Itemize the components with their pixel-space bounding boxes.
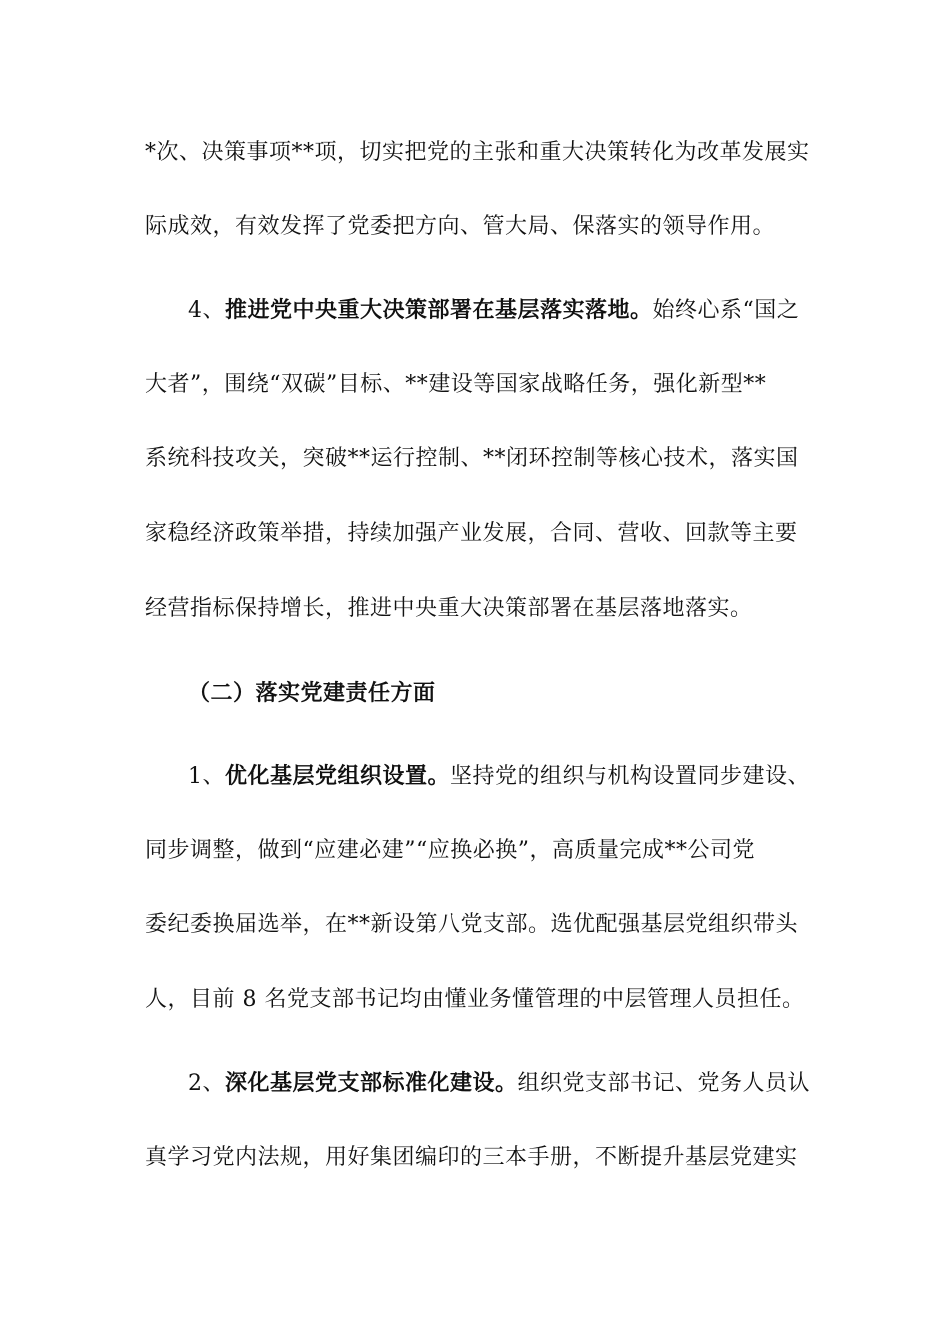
paragraph-3-line-2: 同步调整，做到“应建必建”“应换必换”，高质量完成**公司党 <box>145 838 755 863</box>
item-text: 始终心系“国之 <box>652 298 800 323</box>
paragraph-1-line-1: *次、决策事项**项，切实把党的主张和重大决策转化为改革发展实 <box>145 140 810 165</box>
paragraph-3-line-1 <box>188 761 810 792</box>
item-number: 4、 <box>188 298 225 323</box>
item-title: 深化基层党支部标准化建设。 <box>225 1070 518 1096</box>
paragraph-2-line-5: 经营指标保持增长，推进中央重大决策部署在基层落地落实。 <box>145 596 753 621</box>
paragraph-2-line-4: 家稳经济政策举措，持续加强产业发展，合同、营收、回款等主要 <box>145 521 798 546</box>
paragraph-3-line-3: 委纪委换届选举，在**新设第八党支部。选优配强基层党组织带头 <box>145 912 799 937</box>
item-number: 1、 <box>188 764 225 789</box>
paragraph-1-line-2: 际成效，有效发挥了党委把方向、管大局、保落实的领导作用。 <box>145 214 776 239</box>
section-heading: （二）落实党建责任方面 <box>188 680 436 706</box>
paragraph-3-line-4: 人，目前 8 名党支部书记均由懂业务懂管理的中层管理人员担任。 <box>145 987 805 1012</box>
item-title: 优化基层党组织设置。 <box>225 763 451 789</box>
item-number: 2、 <box>188 1071 225 1096</box>
item-text: 组织党支部书记、党务人员认 <box>517 1071 811 1096</box>
paragraph-2-line-1 <box>188 295 799 326</box>
item-title: 推进党中央重大决策部署在基层落实落地。 <box>225 297 653 323</box>
item-text: 坚持党的组织与机构设置同步建设、 <box>450 764 811 789</box>
paragraph-2-line-3: 系统科技攻关，突破**运行控制、**闭环控制等核心技术，落实国 <box>145 446 799 471</box>
paragraph-4-line-1 <box>188 1068 810 1099</box>
paragraph-2-line-2: 大者”，围绕“双碳”目标、**建设等国家战略任务，强化新型** <box>145 372 767 397</box>
paragraph-4-line-2: 真学习党内法规，用好集团编印的三本手册，不断提升基层党建实 <box>145 1145 798 1170</box>
